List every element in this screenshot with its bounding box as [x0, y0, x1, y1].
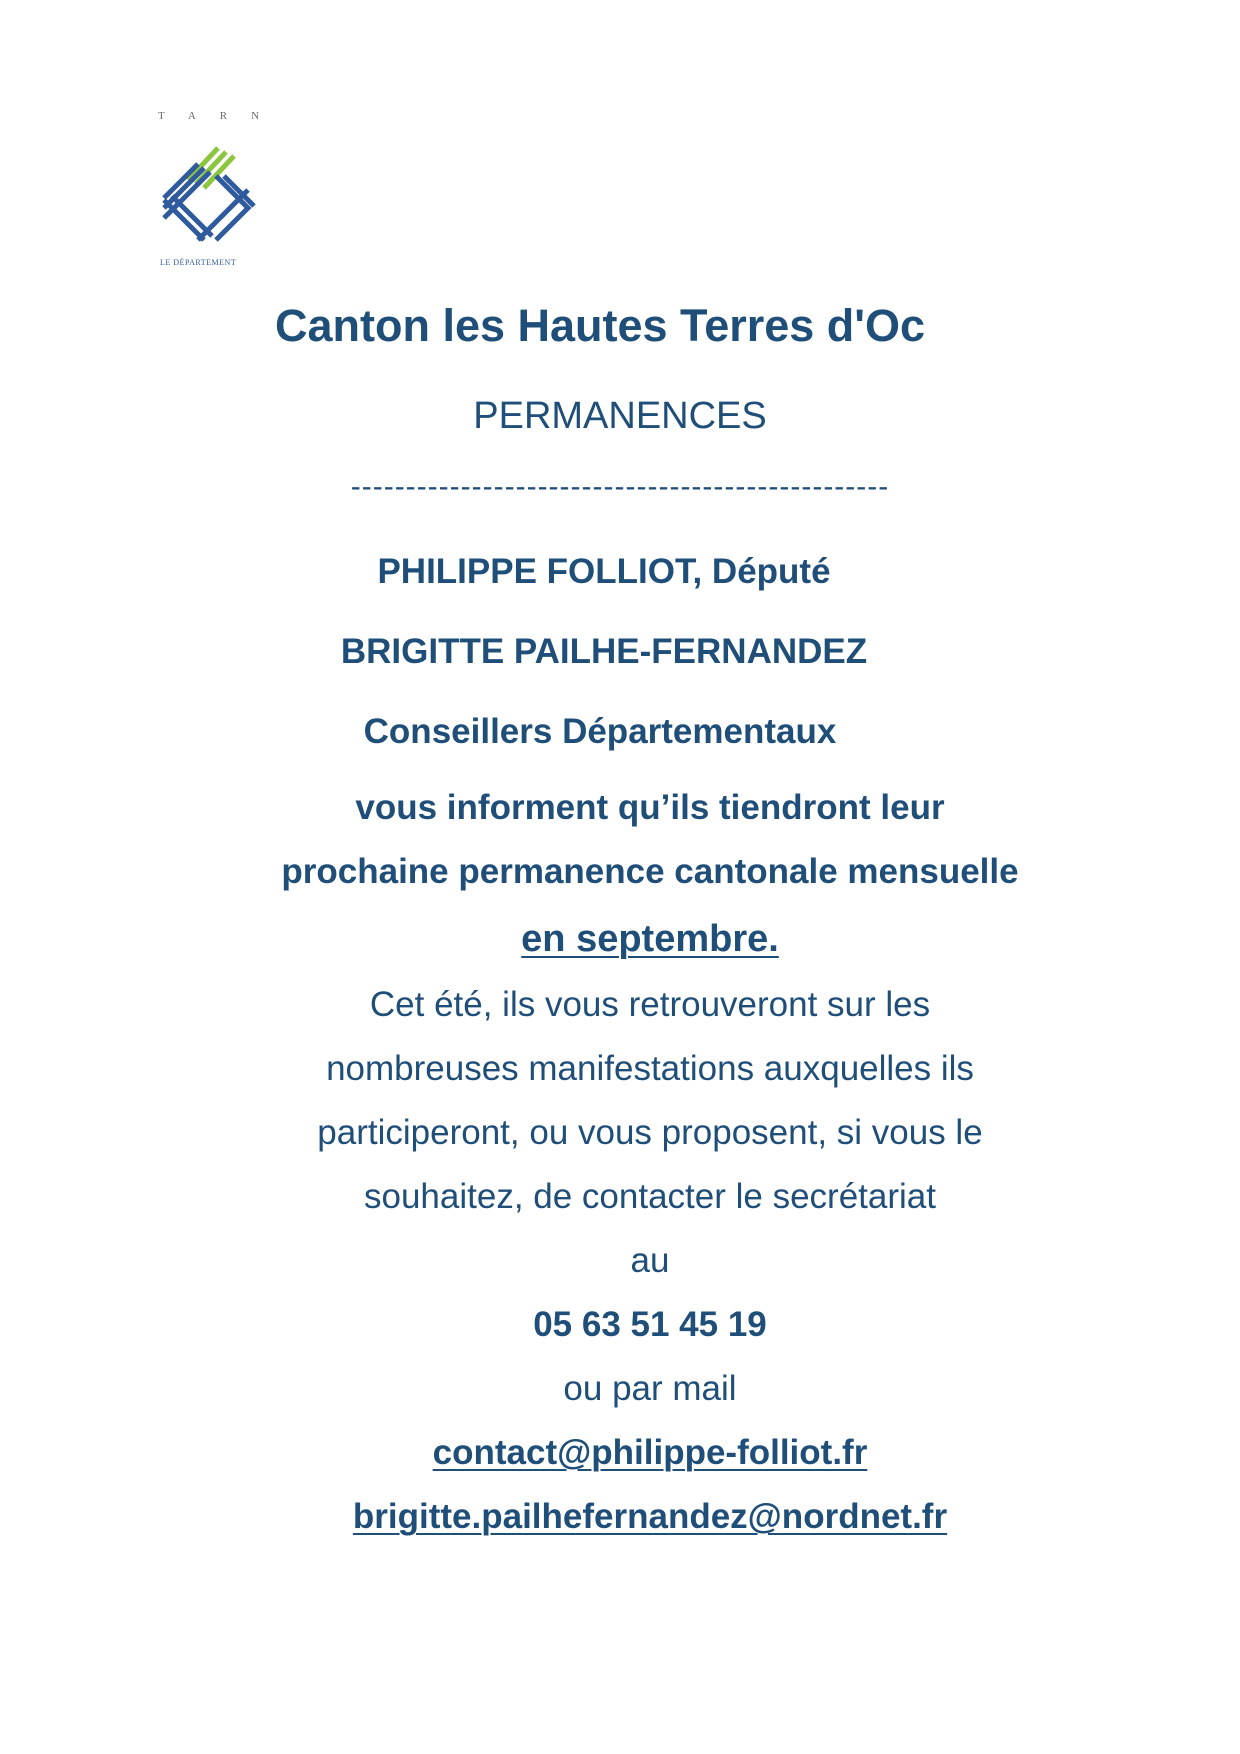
announcement-line-1: vous informent qu’ils tiendront leur [355, 788, 945, 827]
body-line-2: nombreuses manifestations auxquelles ils [326, 1049, 974, 1088]
announcement-line-2: prochaine permanence cantonale mensuelle [281, 852, 1019, 891]
separator: ------------------------------------------------- [350, 470, 890, 503]
tarn-logo [150, 100, 284, 280]
email-link-pailhe-fernandez[interactable]: brigitte.pailhefernandez@nordnet.fr [352, 1497, 948, 1536]
page-title: Canton les Hautes Terres d'Oc [274, 300, 926, 351]
subtitle: PERMANENCES [473, 395, 767, 437]
people-line-3: Conseillers Départementaux [363, 712, 837, 751]
mail-intro: ou par mail [563, 1369, 737, 1408]
tarn-emblem-icon [158, 140, 258, 250]
announcement-line-3: en septembre. [521, 918, 779, 960]
body-line-1: Cet été, ils vous retrouveront sur les [369, 985, 931, 1024]
people-line-1: PHILIPPE FOLLIOT, Député [377, 552, 831, 591]
phone-number: 05 63 51 45 19 [533, 1305, 767, 1344]
body-line-4: souhaitez, de contacter le secrétariat [364, 1177, 936, 1216]
logo-bottom-text: LE DÉPARTEMENT [160, 258, 237, 267]
body-line-5: au [630, 1241, 670, 1280]
people-line-2: BRIGITTE PAILHE-FERNANDEZ [340, 632, 868, 671]
logo-top-text: TARN [158, 110, 284, 122]
email-link-folliot[interactable]: contact@philippe-folliot.fr [432, 1433, 868, 1472]
body-line-3: participeront, ou vous proposent, si vous le [317, 1113, 983, 1152]
